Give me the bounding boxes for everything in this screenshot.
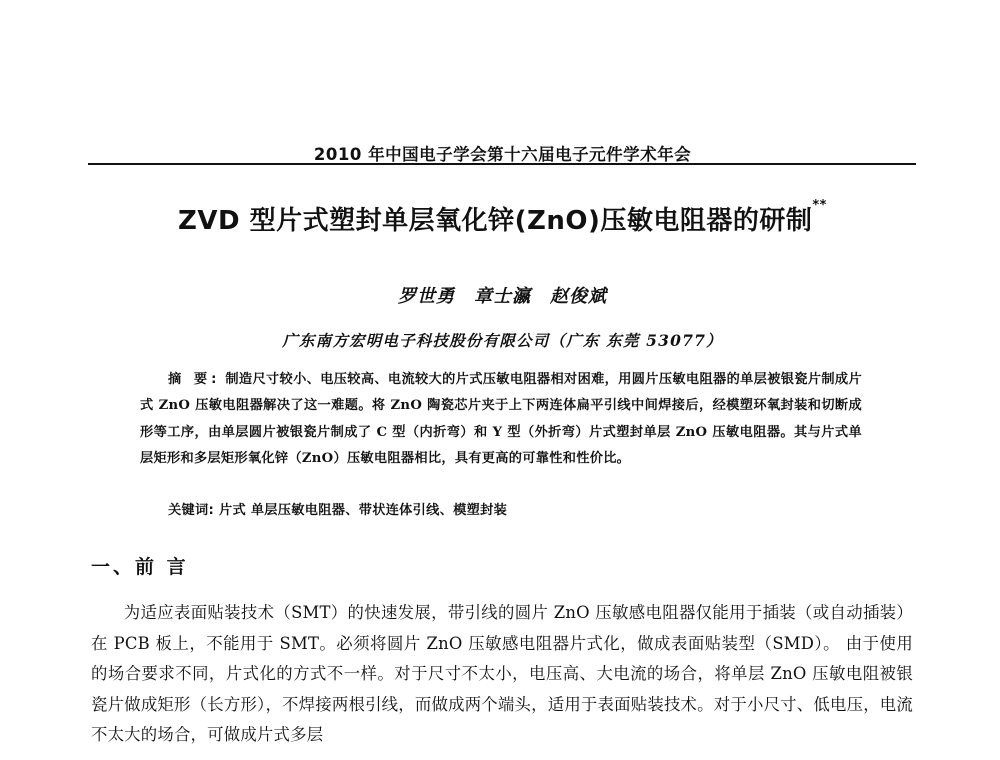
- body-paragraph: 为适应表面贴装技术（SMT）的快速发展，带引线的圆片 ZnO 压敏感电阻器仅能用于插装（或自动插装）在 PCB 板上，不能用于 SMT。必须将圆片 ZnO 压敏感电阻器片式化，做成表面贴装型（SMD）。 由于使用的场合要求不同，片式化的方式不一样。对于尺寸不太小，电压高、大电流的场合，将单层 ZnO 压敏电阻被银瓷片做成矩形（长方形），不焊接两根引线，而做成两个端头，适用于表面贴装技术。对于小尺寸、低电压，电流不太大的场合，可做成片式多层: [91, 603, 913, 744]
- keywords-text: 片式 单层压敏电阻器、带状连体引线、模塑封装: [218, 503, 508, 518]
- keywords-label: 关键词:: [168, 503, 215, 518]
- section-heading: 一、前 言: [91, 556, 189, 578]
- title-footnote-marker: **: [812, 198, 827, 213]
- authors: 罗世勇 章士瀛 赵俊斌: [398, 286, 607, 307]
- running-header: 2010 年中国电子学会第十六届电子元件学术年会: [313, 145, 692, 164]
- keywords: [168, 499, 868, 518]
- affiliation: 广东南方宏明电子科技股份有限公司（广东 东莞 53077）: [282, 331, 723, 350]
- abstract-text: 制造尺寸较小、电压较高、电流较大的片式压敏电阻器相对困难，用圆片压敏电阻器的单层被银瓷片制成片式 ZnO 压敏电阻器解决了这一难题。将 ZnO 陶瓷芯片夹于上下两连体扁平引线中间焊接后，经模塑环氧封装和切断成形等工序，由单层圆片被银瓷片制成了 C 型（内折弯）和 Y 型（外折弯）片式塑封单层 ZnO 压敏电阻器。其与片式单层矩形和多层矩形氧化锌（ZnO）压敏电阻器相比，具有更高的可靠性和性价比。: [140, 372, 862, 466]
- abstract-label: 摘 要:: [168, 372, 221, 387]
- header-rule: [88, 163, 916, 165]
- paper-title: [90, 200, 915, 237]
- abstract: [140, 367, 862, 472]
- paper-title-text: ZVD 型片式塑封单层氧化锌(ZnO)压敏电阻器的研制: [178, 206, 813, 236]
